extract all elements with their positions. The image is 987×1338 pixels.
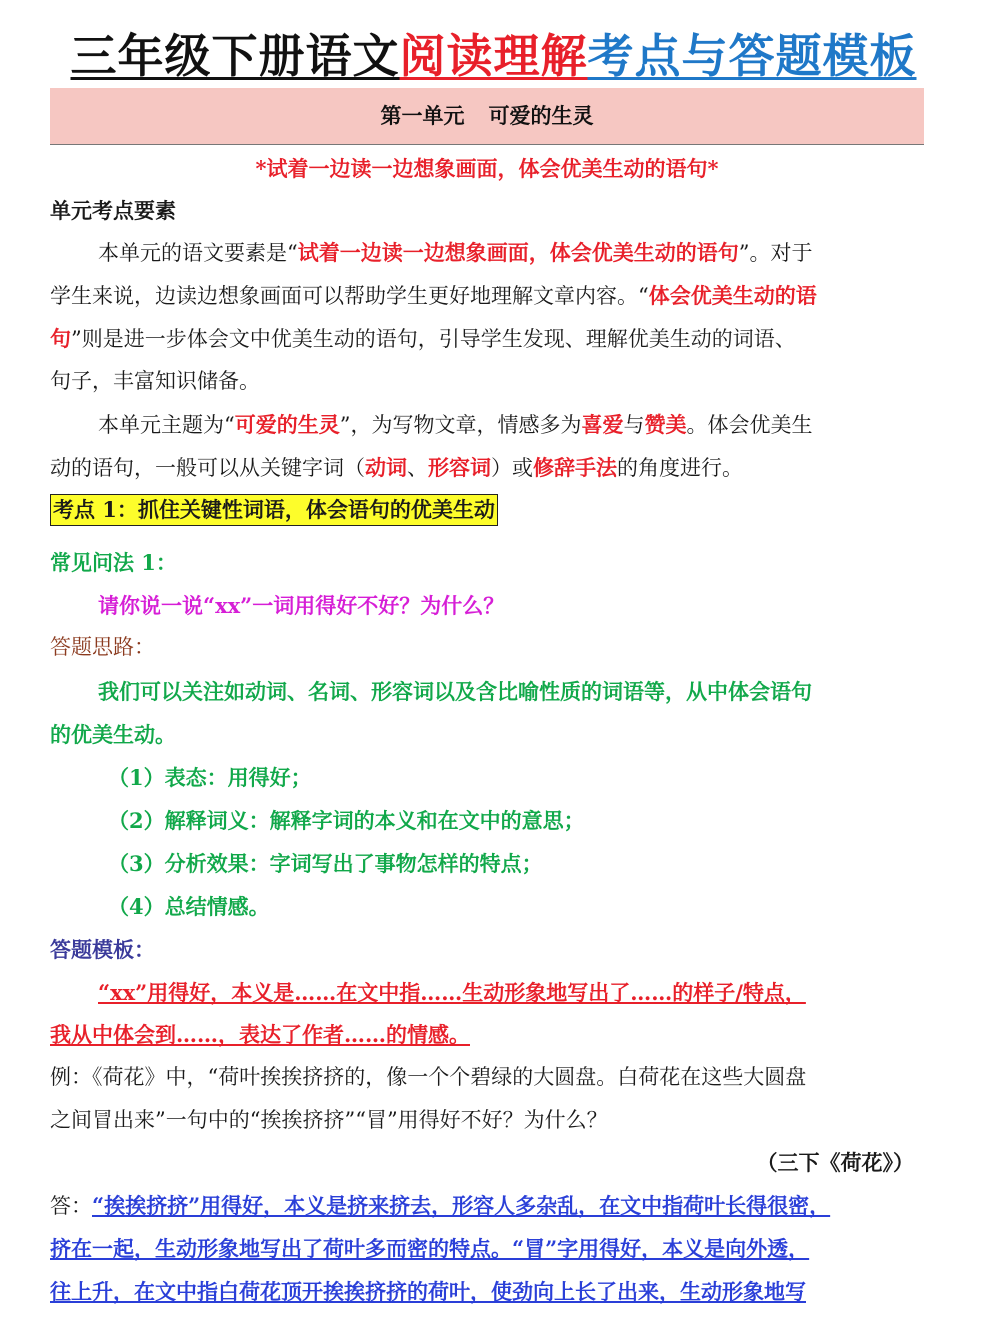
text: 本单元主题为“ [98, 413, 235, 437]
highlight: 体会优美生动的语 [648, 283, 817, 308]
template-label: 答题模板： [50, 937, 155, 962]
point1-row [50, 489, 924, 532]
answer-line2 [50, 1227, 924, 1271]
para1-line3 [50, 317, 924, 361]
text: ”，为写物文章，情感多为 [339, 413, 582, 437]
approach-step-3: （3）分析效果：字词写出了事物怎样的特点； [108, 851, 543, 876]
answer-text-3: 往上升，在文中指白荷花顶开挨挨挤挤的荷叶，使劲向上长了出来，生动形象地写 [50, 1279, 806, 1304]
example-line2: 之间冒出来”一句中的“挨挨挤挤”“冒”用得好不好？为什么？ [50, 1108, 608, 1132]
approach-label: 答题思路： [50, 635, 155, 659]
approach-line1: 我们可以关注如动词、名词、形容词以及含比喻性质的词语等，从中体会语句 [98, 679, 812, 704]
template-line2-row [50, 1013, 924, 1057]
text: ”。对于 [738, 241, 813, 265]
unit-name: 可爱的生灵 [488, 103, 594, 128]
approach-step-1: （1）表态：用得好； [108, 765, 312, 790]
text: 动的语句，一般可以从关键字词（ [50, 456, 365, 480]
highlight: 可爱的生灵 [234, 412, 340, 437]
example-line1: 例：《荷花》中，“荷叶挨挨挤挤的，像一个个碧绿的大圆盘。白荷花在这些大圆盘 [50, 1065, 807, 1089]
text: 。体会优美生 [686, 413, 813, 437]
text: 的角度进行。 [617, 456, 743, 480]
highlight: 赞美 [644, 412, 687, 437]
question-label: 常见问法 1： [50, 550, 177, 575]
text: ）或 [491, 456, 533, 480]
answer-line3 [50, 1270, 924, 1314]
answer-text-1: “挨挨挤挤”用得好，本义是挤来挤去，形容人多杂乱，在文中指荷叶长得很密， [92, 1193, 831, 1218]
title-part-3: 考点与 [587, 29, 729, 83]
answer-text-2: 挤在一起，生动形象地写出了荷叶多而密的特点。“冒”字用得好，本义是向外透， [50, 1236, 810, 1261]
elements-heading: 单元考点要素 [50, 198, 176, 223]
point1-heading: 考点 1：抓住关键性词语，体会语句的优美生动 [50, 494, 498, 526]
page-title [0, 20, 987, 92]
text: ”则是进一步体会文中优美生动的语句，引导学生发现、理解优美生动的词语、 [71, 327, 796, 351]
template-line1: “xx”用得好，本义是……在文中指……生动形象地写出了……的样子/特点， [98, 980, 806, 1005]
approach-step-4: （4）总结情感。 [108, 894, 270, 919]
question-text: 请你说一说“xx”一词用得好不好？为什么？ [98, 593, 505, 618]
para1-line1 [50, 231, 924, 275]
text: 学生来说，边读边想象画面可以帮助学生更好地理解文章内容。“ [50, 284, 649, 308]
para2-line2 [50, 446, 924, 490]
example-source: （三下《荷花》） [756, 1150, 914, 1175]
approach-step-2: （2）解释词义：解释字词的本义和在文中的意思； [108, 808, 585, 833]
para1-line2 [50, 274, 924, 318]
text: 本单元的语文要素是“ [98, 241, 298, 265]
title-part-4: 答题模板 [728, 29, 917, 83]
highlight: 试着一边读一边想象画面，体会优美生动的语句 [297, 240, 739, 265]
highlight: 句 [50, 326, 71, 351]
unit-header-bar [50, 88, 924, 145]
answer-line1 [50, 1184, 924, 1228]
template-line1-row [50, 971, 924, 1015]
unit-number: 第一单元 [380, 103, 465, 128]
para2-line1 [50, 403, 924, 447]
unit-subtitle: *试着一边读一边想象画面，体会优美生动的语句* [255, 156, 719, 181]
text: 与 [623, 413, 645, 437]
title-part-2: 阅读理解 [399, 29, 588, 83]
template-line2: 我从中体会到……，表达了作者……的情感。 [50, 1022, 470, 1047]
highlight: 动词 [365, 455, 407, 480]
title-part-1: 三年级下册语文 [70, 29, 400, 83]
answer-label: 答： [50, 1194, 92, 1218]
text: 、 [407, 456, 428, 480]
para1-line4: 句子，丰富知识储备。 [50, 369, 260, 393]
approach-line2: 的优美生动。 [50, 722, 176, 747]
highlight: 形容词 [428, 455, 491, 480]
highlight: 修辞手法 [533, 455, 617, 480]
highlight: 喜爱 [581, 412, 624, 437]
